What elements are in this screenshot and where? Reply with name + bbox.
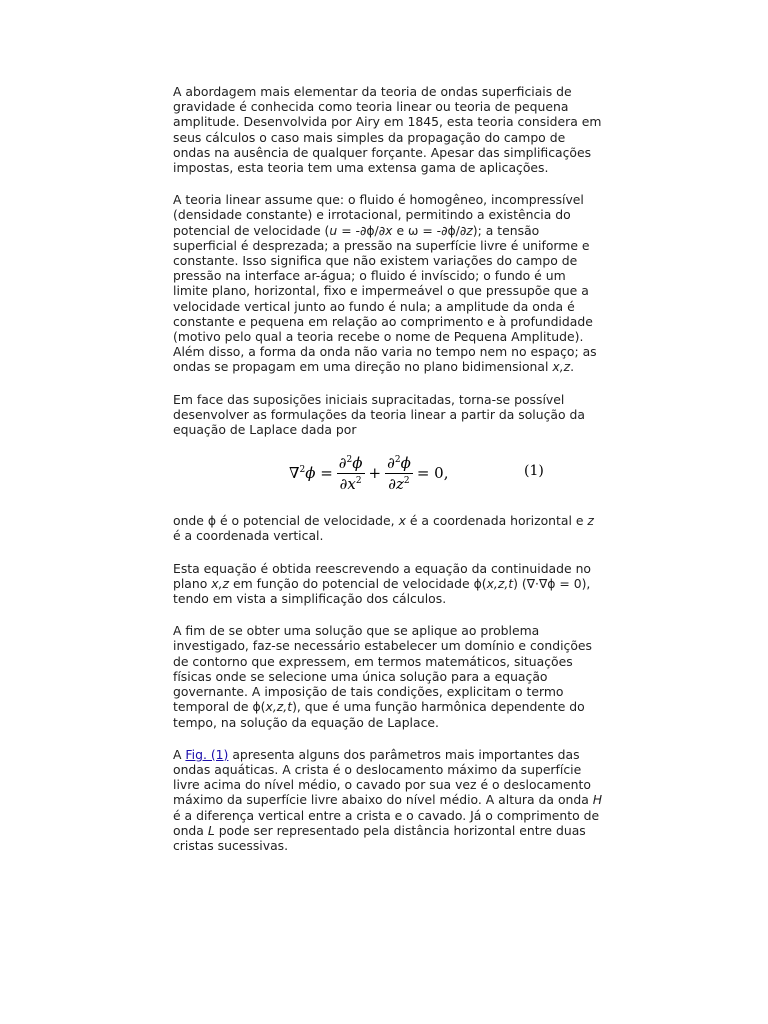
paragraph-continuity: Esta equação é obtida reescrevendo a equação da continuidade no plano x,z em função do potencial de velocidade ϕ(x,z,t) (∇·∇ϕ = 0), tendo em vista a simplificação dos cálculos. — [173, 560, 592, 607]
equation-number: (1) — [524, 463, 544, 480]
equation-body — [289, 449, 448, 497]
paragraph-intro: A abordagem mais elementar da teoria de ondas superficiais de gravidade é conhecida como teoria linear ou teoria de pequena amplitude. Desenvolvida por Airy em 1845, esta teoria considera em seus cálculos o caso mais simples da propagação do campo de ondas na ausência de qualquer forçante. Apesar das simplificações impostas, esta teoria tem uma extensa gama de aplicações. — [173, 84, 602, 176]
equation-lhs: ∇$^2$ϕ = — [289, 463, 333, 482]
document-body — [173, 84, 603, 870]
paragraph-assumptions: A teoria linear assume que: o fluido é homogêneo, incompressível (densidade constante) e irrotacional, permitindo a existência do potencial de velocidade (u = -∂ϕ/∂x e ω = -∂ϕ/∂z); a tensão superficial é desprezada; a pressão na superfície livre é uniforme e constante. Isso significa que não existem variações do campo de pressão na interface ar-água; o fluido é invíscido; o fundo é um limite plano, horizontal, fixo e impermeável o que pressupõe que a velocidade vertical junto ao fundo é nula; a amplitude da onda é constante e pequena em relação ao comprimento e à profundidade (motivo pelo qual a teoria recebe o nome de Pequena Amplitude). Além disso, a forma da onda não varia no tempo nem no espaço; as ondas se propagam em uma direção no plano bidimensional x,z. — [173, 192, 597, 375]
paragraph-laplace-intro: Em face das suposições iniciais supracitadas, torna-se possível desenvolver as formulações da teoria linear a partir da solução da equação de Laplace dada por — [173, 391, 585, 438]
paragraph-phi-definition: onde ϕ é o potencial de velocidade, x é a coordenada horizontal e z é a coordenada vertical. — [173, 513, 594, 544]
fraction-z: $\frac{\partial^2\phi}{\partial z^2}$ — [387, 453, 411, 493]
equation-plus: + — [368, 463, 382, 482]
figure-link[interactable]: Fig. (1) — [185, 746, 229, 762]
laplace-equation — [173, 449, 603, 497]
paragraph-boundary-conditions: A fim de se obter uma solução que se aplique ao problema investigado, faz-se necessário estabelecer um domínio e condições de contorno que expressem, em termos matemáticos, situações físicas onde se selecione uma única solução para a equação governante. A imposição de tais condições, explicitam o termo temporal de ϕ(x,z,t), que é uma função harmônica dependente do tempo, na solução da equação de Laplace. — [173, 623, 592, 730]
paragraph-wave-parameters: A Fig. (1) apresenta alguns dos parâmetros mais importantes das ondas aquáticas. A crista é o deslocamento máximo da superfície livre acima do nível médio, o cavado por sua vez é o deslocamento máximo da superfície livre abaixo do nível médio. A altura da onda H é a diferença vertical entre a crista e o cavado. Já o comprimento de onda L pode ser representado pela distância horizontal entre duas cristas sucessivas. — [173, 746, 603, 853]
fraction-x: $\frac{\partial^2\phi}{\partial x^2}$ — [338, 453, 363, 493]
equation-rhs: = 0, — [416, 463, 449, 482]
